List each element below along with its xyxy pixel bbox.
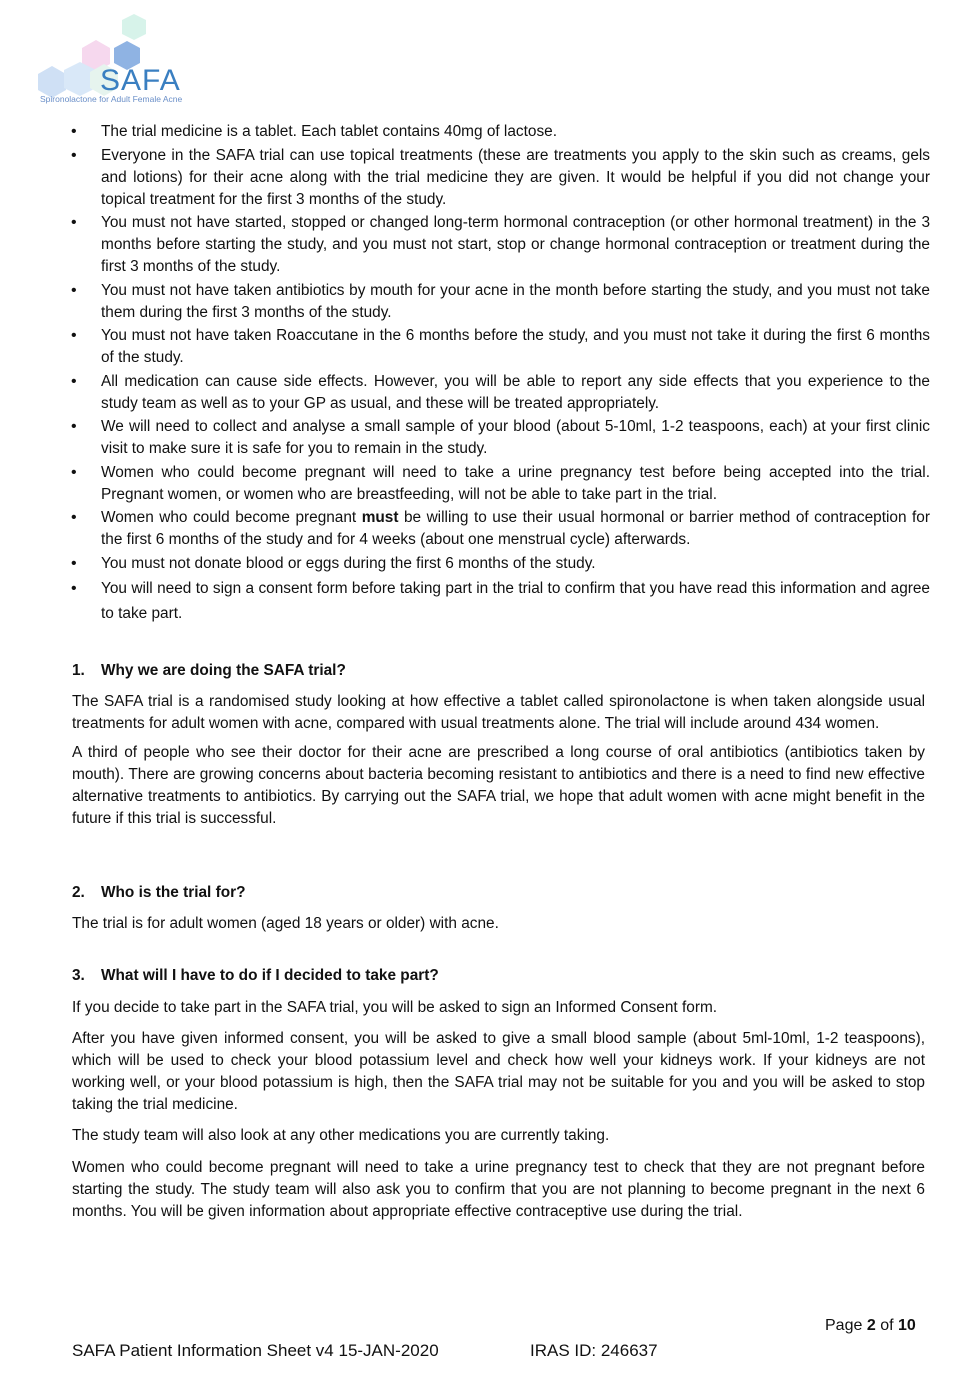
page-number: Page 2 of 10 — [825, 1317, 916, 1334]
section-heading: 1. Why we are doing the SAFA trial? — [72, 662, 346, 679]
paragraph: If you decide to take part in the SAFA trial, you will be asked to sign an Informed Consent form. — [72, 999, 718, 1016]
paragraph: A third of people who see their doctor for their acne are prescribed a long course of oral antibiotics (antibiotics taken by mouth). There are growing concerns about bacteria becoming resistant to antibiotics and there is a need to find new effective alternative treatments to antibiotics. By carrying out the SAFA trial, we hope that adult women with acne might benefit in the future if this trial is successful. — [72, 744, 925, 827]
section-2 — [72, 882, 925, 935]
contraception-text-after: be willing to use their usual hormonal or barrier method of contraception for the first 6 months of the study and for 4 weeks (about one menstrual cycle) afterwards. — [101, 509, 930, 548]
section-heading: 2. Who is the trial for? — [72, 884, 246, 901]
eligibility-bullet-list — [70, 121, 930, 628]
list-item: • You must not have started, stopped or changed long-term hormonal contraception (or other hormonal treatment) in the 3 months before starting the study, and you must not start, stop or change hormonal contraception or treatment during the first 3 months of the study. — [70, 212, 930, 278]
paragraph: The trial is for adult women (aged 18 years or older) with acne. — [72, 915, 499, 932]
list-item: • We will need to collect and analyse a small sample of your blood (about 5-10ml, 1-2 teaspoons, each) at your first clinic visit to make sure it is safe for you to remain in the study. — [70, 416, 930, 460]
paragraph: The SAFA trial is a randomised study looking at how effective a tablet called spironolactone is when taken alongside usual treatments for adult women with acne, compared with usual treatments alone. The trial will include around 434 women. — [72, 693, 925, 732]
logo-subtitle: Spironolactone for Adult Female Acne — [40, 94, 183, 104]
list-item: • You must not have taken Roaccutane in the 6 months before the study, and you must not take it during the first 6 months of the study. — [70, 325, 930, 369]
list-item-contraception — [70, 507, 930, 551]
footer-document-name: SAFA Patient Information Sheet v4 15-JAN-2020 — [72, 1341, 439, 1360]
contraception-text-before: Women who could become pregnant — [101, 509, 357, 526]
list-item: • You must not donate blood or eggs during the first 6 months of the study. — [70, 553, 930, 575]
list-item: • Women who could become pregnant will need to take a urine pregnancy test before being accepted into the trial. Pregnant women, or women who are breastfeeding, will not be able to take part in the trial. — [70, 462, 930, 506]
section-3 — [72, 965, 925, 1223]
emphasis-must: must — [361, 509, 399, 526]
logo-title: SAFA — [100, 64, 181, 97]
section-1 — [72, 660, 925, 830]
footer-iras-id: IRAS ID: 246637 — [530, 1341, 658, 1360]
list-item: • All medication can cause side effects. However, you will be able to report any side effects that you experience to the study team as well as to your GP as usual, and these will be treated appropriately. — [70, 371, 930, 415]
list-item: • The trial medicine is a tablet. Each tablet contains 40mg of lactose. — [70, 121, 930, 143]
list-item: • You must not have taken antibiotics by mouth for your acne in the month before starting the study, and you must not take them during the first 3 months of the study. — [70, 280, 930, 324]
list-item: • Everyone in the SAFA trial can use topical treatments (these are treatments you apply to the skin such as creams, gels and lotions) for their acne along with the trial medicine they are given. It would be helpful if you did not change your topical treatment for the first 3 months of the study. — [70, 145, 930, 211]
paragraph: Women who could become pregnant will need to take a urine pregnancy test to check that they are not pregnant before starting the study. The study team will also ask you to confirm that you are not planning to become pregnant in the next 6 months. You will be given information about appropriate effective contraceptive use during the trial. — [72, 1159, 925, 1220]
list-item: • You will need to sign a consent form before taking part in the trial to confirm that you have read this information and agree to take part. — [70, 576, 930, 626]
section-heading: 3. What will I have to do if I decided to take part? — [72, 967, 439, 984]
paragraph: After you have given informed consent, you will be asked to give a small blood sample (about 5ml-10ml, 1-2 teaspoons), which will be used to check your blood potassium level and check how well your kidneys work. If your kidneys are not working well, or your blood potassium is high, then the SAFA trial may not be suitable for you and you will be asked to stop taking the trial medicine. — [72, 1030, 925, 1113]
paragraph: The study team will also look at any other medications you are currently taking. — [72, 1127, 610, 1144]
